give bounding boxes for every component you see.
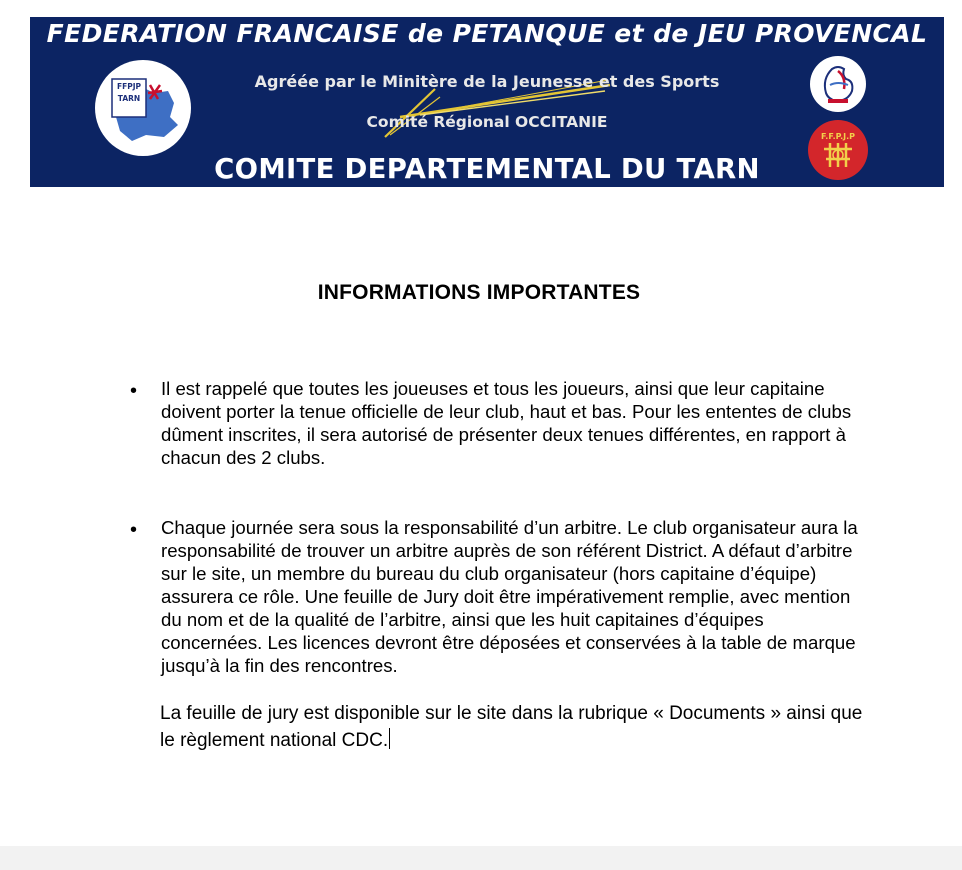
ffpjp-occitanie-logo [808,119,868,181]
bullet-point: • [130,380,138,402]
paragraph-team-outfit: Il est rappelé que toutes les joueuses et tous les joueurs, ainsi que leur capitaine doivent porter la tenue officielle de leur club, haut et bas. Pour les ententes de clubs dûment inscrites, il sera autorisé de présenter deux tenues différentes, en rapport à chacun des 2 clubs. [161,378,852,468]
document-title: INFORMATIONS IMPORTANTES [317,281,641,304]
bullet-point: • [130,519,138,541]
text-cursor [389,728,390,749]
federation-rooster-logo [808,55,868,115]
paragraph-referee: Chaque journée sera sous la responsabilité d’un arbitre. Le club organisateur aura la responsabilité de trouver un arbitre auprès de son référent District. A défaut d’arbitre sur le site, un membre du bureau du club organisateur (hors capitaine d’équipe) assurera ce rôle. Une feuille de Jury doit être impérativement remplie, avec mention du nom et de la qualité de l’arbitre, ainsi que les huit capitaines d’équipes concernées. Les licences devront être déposées et conservées à la table de marque jusqu’à la fin des rencontres. [161,517,858,676]
federation-title: FEDERATION FRANCAISE de PETANQUE et de JEU PROVENCAL [46,19,928,48]
logo-left-region-text: TARN [117,94,141,103]
header-banner [30,17,944,187]
jury-sheet-note: La feuille de jury est disponible sur le site dans la rubrique « Documents » ainsi que le règlement national CDC. [160,703,863,751]
page-bottom-strip [0,846,962,870]
logo-right-bottom-text: F.F.P.J.P [821,132,855,141]
logo-left-ffpjp-text: FFPJP [116,82,142,91]
ministry-subtitle: Agréée par le Minitère de la Jeunesse et des Sports [254,72,720,91]
paragraph-jury-sheet[interactable] [160,700,875,754]
tarn-committee-logo [94,59,192,157]
department-title: COMITE DEPARTEMENTAL DU TARN [214,153,760,185]
region-subtitle: Comité Régional OCCITANIE [366,113,608,131]
